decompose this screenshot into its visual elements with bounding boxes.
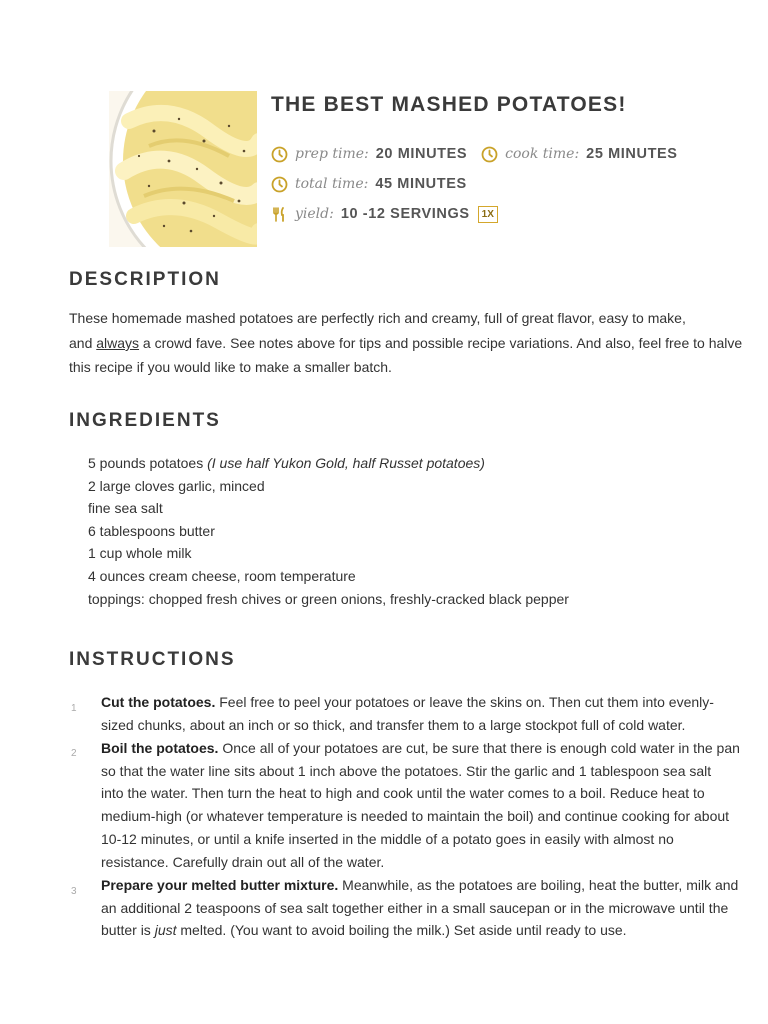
step-line [101,693,714,711]
ingredient-item: 6 tablespoons butter [88,523,215,539]
clock-icon [481,146,498,163]
step-line [101,921,627,939]
cook-time-label: cook time: [505,146,580,162]
description-line: this recipe if you would like to make a smaller batch. [69,359,392,375]
step-number: 3 [71,886,77,897]
description-text: and [69,335,97,351]
total-time-value: 45 MINUTES [375,176,467,192]
recipe-title: THE BEST MASHED POTATOES! [271,93,627,116]
ingredient-item: 4 ounces cream cheese, room temperature [88,568,356,584]
step-line: an additional 2 teaspoons of sea salt together either in a small saucepan or in the microwave until the [101,900,729,916]
step-text: Feel free to peel your potatoes or leave the skins on. Then cut them into evenly- [215,694,714,710]
ingredient-item: toppings: chopped fresh chives or green onions, freshly-cracked black pepper [88,591,569,607]
step-line: medium-high (or whatever temperature is needed to maintain the boil) and continue cooking for about [101,808,730,824]
cook-time-value: 25 MINUTES [586,146,678,162]
step-title: Boil the potatoes. [101,740,219,756]
description-heading: DESCRIPTION [69,269,221,290]
clock-icon [271,176,288,193]
step-title: Cut the potatoes. [101,694,216,710]
step-title: Prepare your melted butter mixture. [101,877,339,893]
yield-label: yield: [295,206,334,222]
ingredient-item: 1 cup whole milk [88,545,192,561]
description-text: a crowd fave. See notes above for tips and possible recipe variations. And also, feel free to halve [139,335,743,351]
step-line: resistance. Carefully drain out all of the water. [101,854,385,870]
ingredients-heading: INGREDIENTS [69,410,221,431]
time-row [271,142,678,166]
step-text: melted. (You want to avoid boiling the milk.) Set aside until ready to use. [176,922,627,938]
step-line [101,876,738,894]
ingredient-item: fine sea salt [88,500,163,516]
instructions-heading: INSTRUCTIONS [69,649,236,670]
ingredient-item: 2 large cloves garlic, minced [88,478,265,494]
recipe-photo [109,91,257,247]
ingredient-text: 5 pounds potatoes [88,455,208,471]
step-number: 1 [71,703,77,714]
step-line [101,739,740,757]
step-text: butter is [101,922,155,938]
step-line: into the water. Then turn the heat to high and cook until the water comes to a boil. Reduce heat to [101,785,705,801]
prep-time-value: 20 MINUTES [375,146,468,162]
yield-value: 10 -12 SERVINGS [340,206,470,222]
step-text: Meanwhile, as the potatoes are boiling, heat the butter, milk and [338,877,739,893]
emphasis-always: always [96,335,140,351]
description-line: These homemade mashed potatoes are perfectly rich and creamy, full of great flavor, easy to make, [69,310,686,326]
prep-time-label: prep time: [295,146,369,162]
description-line [69,334,742,352]
yield-row [271,202,498,226]
utensils-icon [271,206,288,223]
step-line: so that the water line sits about 1 inch above the potatoes. Stir the garlic and 1 tablespoon sea salt [101,763,712,779]
total-time-row [271,172,467,196]
step-emphasis: just [154,922,177,938]
servings-scale-button[interactable]: 1X [478,206,498,223]
step-text: Once all of your potatoes are cut, be sure that there is enough cold water in the pan [218,740,740,756]
step-number: 2 [71,748,77,759]
total-time-label: total time: [295,176,369,192]
step-line: sized chunks, about an inch or so thick, and transfer them to a large stockpot full of cold water. [101,717,686,733]
clock-icon [271,146,288,163]
ingredient-note: (I use half Yukon Gold, half Russet potatoes) [207,455,485,471]
step-line: 10-12 minutes, or until a knife inserted in the middle of a potato goes in easily with almost no [101,831,674,847]
ingredient-item [88,454,485,472]
